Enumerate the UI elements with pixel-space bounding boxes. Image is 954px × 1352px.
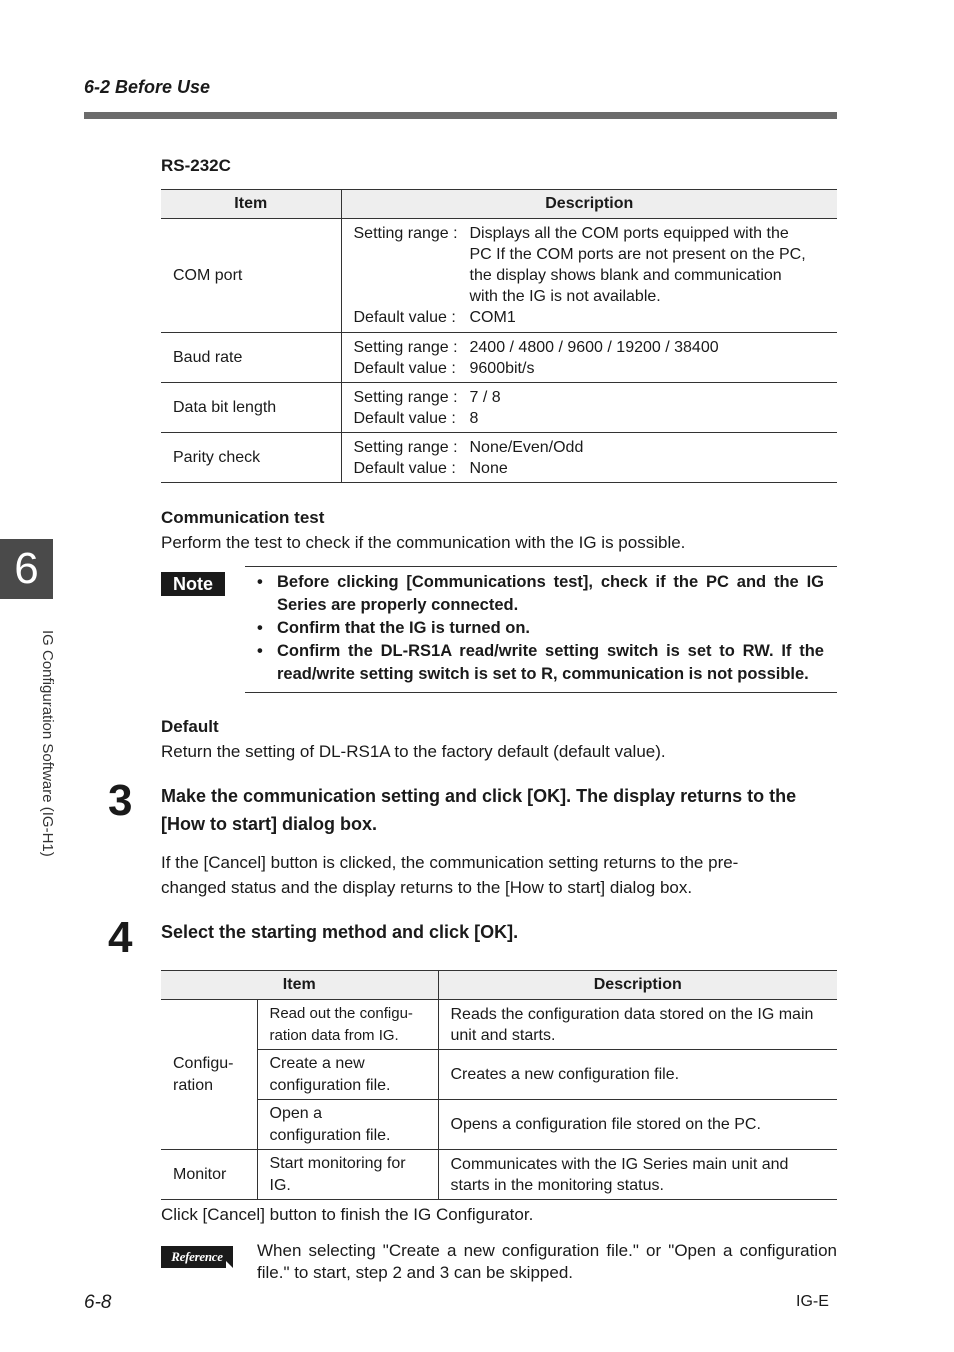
default-value: 8 (469, 409, 479, 427)
note-item-text: Before clicking [Communications test], check if the PC and the IG Series are properly connected. (277, 573, 824, 614)
description-cell: Opens a configuration file stored on the PC. (438, 1100, 837, 1150)
table-row (161, 1100, 837, 1150)
description-cell (341, 383, 837, 433)
bullet: • (257, 642, 263, 660)
bullet: • (257, 619, 263, 637)
default-heading: Default (161, 717, 219, 736)
start-method-table (161, 970, 837, 1200)
col-header-description: Description (341, 190, 837, 219)
page-header-title: 6-2 Before Use (84, 77, 211, 97)
note-item-text: Confirm that the IG is turned on. (277, 619, 530, 637)
step-3-text: If the [Cancel] button is clicked, the communication setting returns to the pre-changed status and the display returns to the [How to start] dialog box. (161, 853, 739, 897)
step-3-number: 3 (108, 776, 133, 825)
rs232c-table (161, 189, 837, 483)
page-number: 6-8 (84, 1292, 112, 1313)
note-box (245, 566, 837, 693)
setting-range-value: None/Even/Odd (469, 438, 584, 456)
item-cell: Data bit length (161, 383, 341, 433)
default-value-key: Default value : (353, 359, 456, 377)
setting-range-key: Setting range : (353, 225, 458, 242)
default-value-key: Default value : (353, 409, 456, 427)
rs232c-heading: RS-232C (161, 156, 231, 175)
note-item (257, 617, 824, 640)
setting-range-key: Setting range : (353, 438, 458, 456)
table-row (161, 1050, 837, 1100)
setting-range-key: Setting range : (353, 388, 458, 406)
group-cell-configuration: Configu-ration (161, 1000, 257, 1150)
note-label: Note (161, 572, 225, 596)
sub-item-cell: Open a configuration file. (257, 1100, 438, 1150)
document-code: IG-E (796, 1293, 829, 1310)
col-header-description: Description (438, 971, 837, 1000)
table-row (161, 383, 837, 433)
setting-range-line: with the IG is not available. (469, 288, 661, 305)
comm-test-heading: Communication test (161, 508, 325, 527)
setting-range-value: 7 / 8 (469, 388, 501, 406)
description-cell (341, 333, 837, 383)
table-row (161, 1000, 837, 1050)
default-text: Return the setting of DL-RS1A to the factory default (default value). (161, 742, 666, 761)
reference-label-corner (226, 1261, 233, 1268)
reference-text: When selecting "Create a new configuration file." or "Open a configuration file." to start, step 2 and 3 can be skipped. (257, 1241, 837, 1282)
description-cell: Creates a new configuration file. (438, 1050, 837, 1100)
note-item (257, 571, 824, 617)
step-4-number: 4 (108, 913, 133, 962)
description-cell: Reads the configuration data stored on the IG main unit and starts. (438, 1000, 837, 1050)
sub-item-cell: Read out the configu-ration data from IG. (257, 1000, 438, 1050)
default-value-key: Default value : (353, 459, 456, 477)
chapter-side-label: IG Configuration Software (IG-H1) (39, 630, 56, 857)
setting-range-line: the display shows blank and communication (469, 267, 782, 284)
setting-range-line: PC If the COM ports are not present on the PC, (469, 246, 806, 263)
setting-range-line: Displays all the COM ports equipped with the (469, 225, 789, 242)
default-value: 9600bit/s (469, 359, 535, 377)
reference-label: Reference (161, 1246, 233, 1268)
table-row (161, 1150, 837, 1200)
description-cell: Communicates with the IG Series main unit and starts in the monitoring status. (438, 1150, 837, 1200)
bullet: • (257, 573, 263, 591)
default-value: COM1 (469, 309, 516, 326)
col-header-item: Item (161, 190, 341, 219)
description-cell (341, 219, 837, 333)
default-value: None (469, 459, 508, 477)
note-item (257, 640, 824, 686)
cancel-text: Click [Cancel] button to finish the IG Configurator. (161, 1205, 534, 1224)
chapter-number: 6 (14, 544, 39, 593)
group-cell-monitor: Monitor (161, 1150, 257, 1200)
item-cell: Parity check (161, 433, 341, 483)
table-row (161, 433, 837, 483)
step-3-title: Make the communication setting and click [OK]. The display returns to the [How to start] dialog box. (161, 786, 797, 834)
sub-item-cell: Create a new configuration file. (257, 1050, 438, 1100)
default-value-key: Default value : (353, 309, 456, 326)
note-item-text: Confirm the DL-RS1A read/write setting switch is set to RW. If the read/write setting switch is set to R, communication is not possible. (277, 642, 824, 683)
table-row (161, 219, 837, 333)
col-header-item: Item (161, 971, 438, 1000)
table-row (161, 333, 837, 383)
sub-item-cell: Start monitoring for IG. (257, 1150, 438, 1200)
comm-test-text: Perform the test to check if the communication with the IG is possible. (161, 533, 686, 552)
step-4-title: Select the starting method and click [OK]. (161, 922, 519, 942)
setting-range-value: 2400 / 4800 / 9600 / 19200 / 38400 (469, 338, 719, 356)
chapter-tab (0, 539, 53, 599)
setting-range-key: Setting range : (353, 338, 458, 356)
description-cell (341, 433, 837, 483)
header-rule (84, 112, 837, 119)
item-cell: COM port (161, 219, 341, 333)
item-cell: Baud rate (161, 333, 341, 383)
